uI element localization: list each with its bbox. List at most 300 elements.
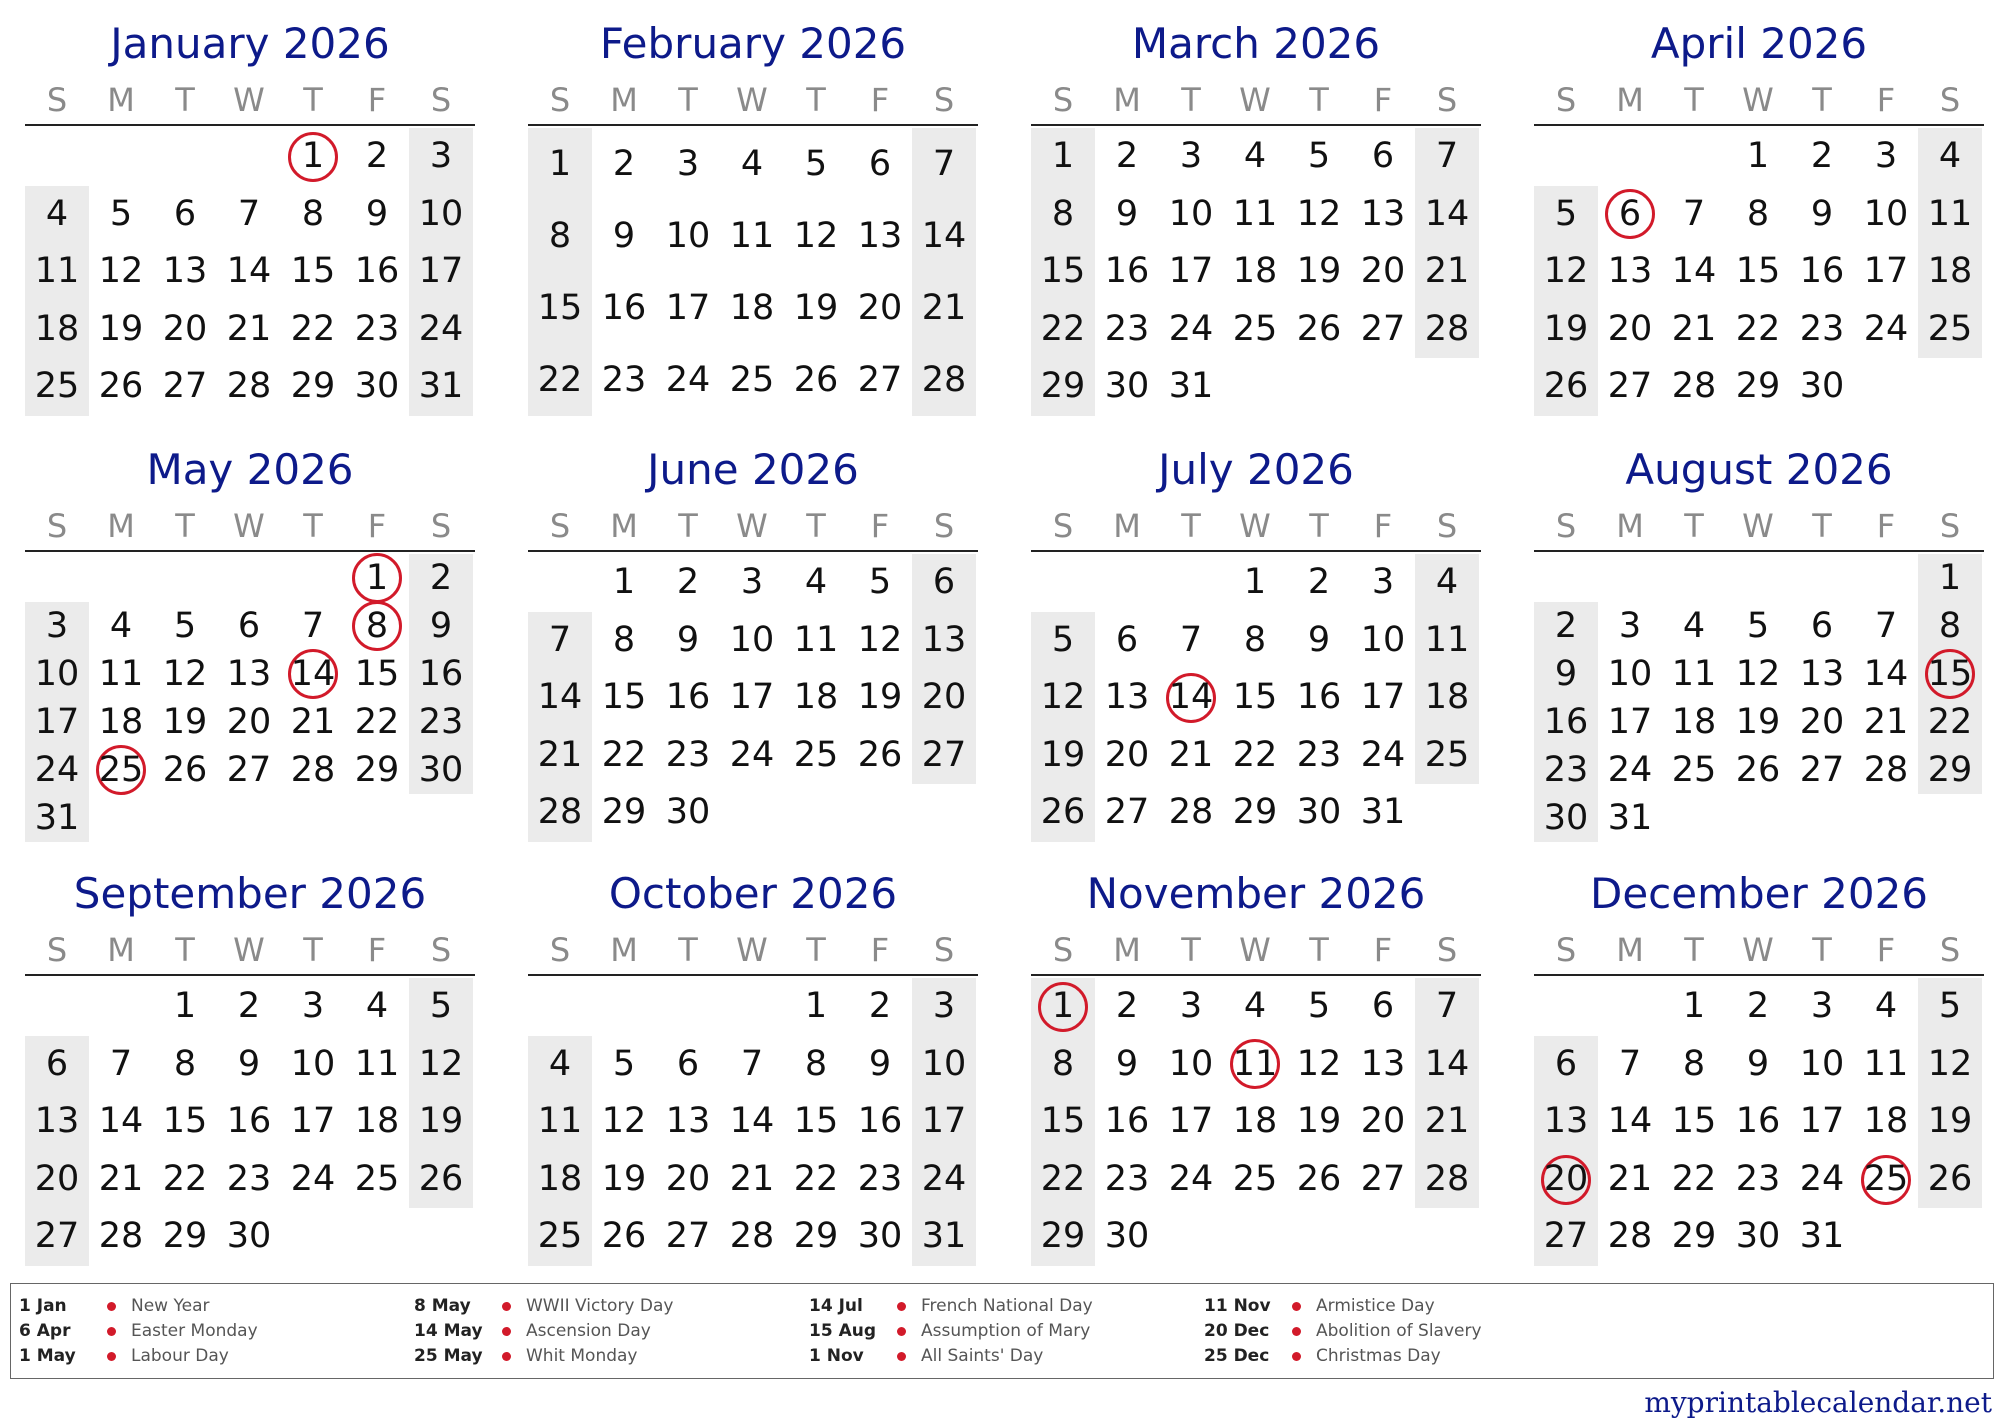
day-cell[interactable]: 23 [601, 360, 647, 400]
day-cell[interactable]: 24 [1168, 308, 1214, 349]
day-cell[interactable]: 13 [1360, 1043, 1406, 1084]
site-url[interactable]: myprintablecalendar.net [1644, 1386, 1992, 1419]
day-cell[interactable]: 8 [1682, 1043, 1706, 1084]
day-cell[interactable]: 8 [173, 1043, 197, 1084]
day-cell[interactable]: 10 [1168, 1043, 1214, 1084]
day-cell[interactable]: 17 [729, 677, 775, 718]
day-cell[interactable]: 28 [226, 366, 272, 407]
day-cell[interactable]: 23 [418, 702, 464, 742]
day-cell[interactable]: 30 [418, 750, 464, 790]
day-cell[interactable]: 14 [1863, 654, 1909, 694]
day-cell[interactable]: 27 [1104, 792, 1150, 833]
day-cell[interactable]: 21 [1424, 251, 1470, 292]
day-cell[interactable]: 21 [537, 734, 583, 775]
day-cell[interactable]: 13 [857, 216, 903, 256]
day-cell[interactable]: 15 [537, 288, 583, 328]
day-cell[interactable]: 8 [365, 606, 389, 646]
day-cell[interactable]: 26 [1040, 792, 1086, 833]
day-cell[interactable]: 18 [1232, 251, 1278, 292]
day-cell[interactable]: 20 [1360, 1101, 1406, 1142]
day-cell[interactable]: 2 [676, 562, 700, 602]
day-cell[interactable]: 21 [729, 1158, 775, 1199]
day-cell[interactable]: 29 [1735, 366, 1781, 407]
day-cell[interactable]: 23 [226, 1158, 272, 1199]
day-cell[interactable]: 30 [1543, 798, 1589, 838]
day-cell[interactable]: 26 [162, 750, 208, 790]
day-cell[interactable]: 8 [1051, 193, 1075, 234]
day-cell[interactable]: 3 [429, 136, 453, 176]
day-cell[interactable]: 7 [301, 606, 325, 646]
day-cell[interactable]: 31 [921, 1216, 967, 1257]
day-cell[interactable]: 2 [1115, 986, 1139, 1026]
day-cell[interactable]: 23 [665, 734, 711, 775]
day-cell[interactable]: 4 [1243, 986, 1267, 1026]
day-cell[interactable]: 8 [1051, 1043, 1075, 1084]
day-cell[interactable]: 23 [1104, 308, 1150, 349]
day-cell[interactable]: 16 [1104, 1101, 1150, 1142]
day-cell[interactable]: 10 [1863, 193, 1909, 234]
day-cell[interactable]: 18 [1927, 251, 1973, 292]
day-cell[interactable]: 2 [1307, 562, 1331, 602]
day-cell[interactable]: 12 [601, 1101, 647, 1142]
day-cell[interactable]: 24 [1360, 734, 1406, 775]
day-cell[interactable]: 22 [162, 1158, 208, 1199]
day-cell[interactable]: 6 [1371, 986, 1395, 1026]
day-cell[interactable]: 7 [237, 193, 261, 234]
day-cell[interactable]: 24 [729, 734, 775, 775]
day-cell[interactable]: 14 [290, 654, 336, 694]
day-cell[interactable]: 8 [612, 619, 636, 660]
day-cell[interactable]: 2 [365, 136, 389, 176]
day-cell[interactable]: 29 [1671, 1216, 1717, 1257]
day-cell[interactable]: 24 [418, 308, 464, 349]
day-cell[interactable]: 15 [1671, 1101, 1717, 1142]
day-cell[interactable]: 18 [1232, 1101, 1278, 1142]
day-cell[interactable]: 28 [98, 1216, 144, 1257]
day-cell[interactable]: 13 [1799, 654, 1845, 694]
day-cell[interactable]: 1 [1682, 986, 1706, 1026]
day-cell[interactable]: 15 [601, 677, 647, 718]
day-cell[interactable]: 22 [793, 1158, 839, 1199]
day-cell[interactable]: 7 [1435, 136, 1459, 176]
day-cell[interactable]: 10 [729, 619, 775, 660]
day-cell[interactable]: 25 [537, 1216, 583, 1257]
day-cell[interactable]: 16 [1104, 251, 1150, 292]
day-cell[interactable]: 4 [1874, 986, 1898, 1026]
day-cell[interactable]: 26 [1927, 1158, 1973, 1199]
day-cell[interactable]: 12 [1927, 1043, 1973, 1084]
day-cell[interactable]: 21 [1863, 702, 1909, 742]
day-cell[interactable]: 6 [1115, 619, 1139, 660]
day-cell[interactable]: 9 [676, 619, 700, 660]
day-cell[interactable]: 13 [1607, 251, 1653, 292]
day-cell[interactable]: 13 [1104, 677, 1150, 718]
day-cell[interactable]: 25 [729, 360, 775, 400]
day-cell[interactable]: 16 [665, 677, 711, 718]
day-cell[interactable]: 25 [1863, 1158, 1909, 1199]
day-cell[interactable]: 1 [301, 136, 325, 176]
day-cell[interactable]: 10 [1168, 193, 1214, 234]
day-cell[interactable]: 13 [921, 619, 967, 660]
day-cell[interactable]: 26 [857, 734, 903, 775]
day-cell[interactable]: 2 [1115, 136, 1139, 176]
day-cell[interactable]: 27 [1360, 1158, 1406, 1199]
day-cell[interactable]: 5 [1554, 193, 1578, 234]
day-cell[interactable]: 10 [1799, 1043, 1845, 1084]
day-cell[interactable]: 8 [548, 216, 572, 256]
day-cell[interactable]: 16 [1543, 702, 1589, 742]
day-cell[interactable]: 4 [548, 1043, 572, 1084]
day-cell[interactable]: 11 [34, 251, 80, 292]
day-cell[interactable]: 9 [237, 1043, 261, 1084]
day-cell[interactable]: 23 [857, 1158, 903, 1199]
day-cell[interactable]: 14 [921, 216, 967, 256]
day-cell[interactable]: 4 [365, 986, 389, 1026]
day-cell[interactable]: 13 [1360, 193, 1406, 234]
day-cell[interactable]: 19 [1735, 702, 1781, 742]
day-cell[interactable]: 25 [793, 734, 839, 775]
day-cell[interactable]: 10 [921, 1043, 967, 1084]
day-cell[interactable]: 18 [34, 308, 80, 349]
day-cell[interactable]: 11 [1927, 193, 1973, 234]
day-cell[interactable]: 5 [429, 986, 453, 1026]
day-cell[interactable]: 22 [354, 702, 400, 742]
day-cell[interactable]: 30 [1104, 1216, 1150, 1257]
day-cell[interactable]: 1 [1746, 136, 1770, 176]
day-cell[interactable]: 10 [418, 193, 464, 234]
day-cell[interactable]: 5 [804, 144, 828, 184]
day-cell[interactable]: 11 [537, 1101, 583, 1142]
day-cell[interactable]: 30 [665, 792, 711, 833]
day-cell[interactable]: 16 [1799, 251, 1845, 292]
day-cell[interactable]: 16 [601, 288, 647, 328]
day-cell[interactable]: 12 [1296, 193, 1342, 234]
day-cell[interactable]: 28 [1424, 308, 1470, 349]
day-cell[interactable]: 12 [1543, 251, 1589, 292]
day-cell[interactable]: 22 [601, 734, 647, 775]
day-cell[interactable]: 10 [1607, 654, 1653, 694]
day-cell[interactable]: 5 [1307, 136, 1331, 176]
day-cell[interactable]: 24 [1799, 1158, 1845, 1199]
day-cell[interactable]: 31 [1607, 798, 1653, 838]
day-cell[interactable]: 15 [793, 1101, 839, 1142]
day-cell[interactable]: 23 [1543, 750, 1589, 790]
day-cell[interactable]: 19 [1296, 251, 1342, 292]
day-cell[interactable]: 14 [1168, 677, 1214, 718]
day-cell[interactable]: 11 [1232, 193, 1278, 234]
day-cell[interactable]: 24 [1168, 1158, 1214, 1199]
day-cell[interactable]: 18 [354, 1101, 400, 1142]
day-cell[interactable]: 6 [868, 144, 892, 184]
day-cell[interactable]: 4 [1938, 136, 1962, 176]
day-cell[interactable]: 14 [1424, 1043, 1470, 1084]
day-cell[interactable]: 2 [1810, 136, 1834, 176]
day-cell[interactable]: 3 [1618, 606, 1642, 646]
day-cell[interactable]: 27 [162, 366, 208, 407]
day-cell[interactable]: 31 [418, 366, 464, 407]
day-cell[interactable]: 2 [612, 144, 636, 184]
day-cell[interactable]: 7 [1682, 193, 1706, 234]
day-cell[interactable]: 8 [804, 1043, 828, 1084]
day-cell[interactable]: 12 [98, 251, 144, 292]
day-cell[interactable]: 20 [1104, 734, 1150, 775]
day-cell[interactable]: 16 [226, 1101, 272, 1142]
day-cell[interactable]: 21 [1607, 1158, 1653, 1199]
day-cell[interactable]: 8 [1938, 606, 1962, 646]
day-cell[interactable]: 2 [237, 986, 261, 1026]
day-cell[interactable]: 13 [665, 1101, 711, 1142]
day-cell[interactable]: 30 [857, 1216, 903, 1257]
day-cell[interactable]: 13 [1543, 1101, 1589, 1142]
day-cell[interactable]: 11 [354, 1043, 400, 1084]
day-cell[interactable]: 15 [1927, 654, 1973, 694]
day-cell[interactable]: 13 [226, 654, 272, 694]
day-cell[interactable]: 29 [793, 1216, 839, 1257]
day-cell[interactable]: 27 [921, 734, 967, 775]
day-cell[interactable]: 19 [793, 288, 839, 328]
day-cell[interactable]: 25 [354, 1158, 400, 1199]
day-cell[interactable]: 12 [162, 654, 208, 694]
day-cell[interactable]: 25 [1232, 1158, 1278, 1199]
day-cell[interactable]: 25 [1232, 308, 1278, 349]
day-cell[interactable]: 23 [1799, 308, 1845, 349]
day-cell[interactable]: 25 [1424, 734, 1470, 775]
day-cell[interactable]: 24 [921, 1158, 967, 1199]
day-cell[interactable]: 19 [418, 1101, 464, 1142]
day-cell[interactable]: 11 [1671, 654, 1717, 694]
day-cell[interactable]: 29 [1232, 792, 1278, 833]
day-cell[interactable]: 5 [868, 562, 892, 602]
day-cell[interactable]: 6 [173, 193, 197, 234]
day-cell[interactable]: 21 [290, 702, 336, 742]
day-cell[interactable]: 19 [857, 677, 903, 718]
day-cell[interactable]: 7 [932, 144, 956, 184]
day-cell[interactable]: 9 [429, 606, 453, 646]
day-cell[interactable]: 20 [1543, 1158, 1589, 1199]
day-cell[interactable]: 14 [537, 677, 583, 718]
day-cell[interactable]: 17 [418, 251, 464, 292]
day-cell[interactable]: 2 [1746, 986, 1770, 1026]
day-cell[interactable]: 26 [1543, 366, 1589, 407]
day-cell[interactable]: 10 [290, 1043, 336, 1084]
day-cell[interactable]: 30 [226, 1216, 272, 1257]
day-cell[interactable]: 23 [1296, 734, 1342, 775]
day-cell[interactable]: 17 [921, 1101, 967, 1142]
day-cell[interactable]: 30 [1799, 366, 1845, 407]
day-cell[interactable]: 14 [1607, 1101, 1653, 1142]
day-cell[interactable]: 1 [612, 562, 636, 602]
day-cell[interactable]: 25 [1927, 308, 1973, 349]
day-cell[interactable]: 19 [98, 308, 144, 349]
day-cell[interactable]: 3 [1179, 986, 1203, 1026]
day-cell[interactable]: 1 [173, 986, 197, 1026]
day-cell[interactable]: 19 [1040, 734, 1086, 775]
day-cell[interactable]: 9 [1115, 1043, 1139, 1084]
day-cell[interactable]: 14 [1424, 193, 1470, 234]
day-cell[interactable]: 25 [34, 366, 80, 407]
day-cell[interactable]: 9 [1810, 193, 1834, 234]
day-cell[interactable]: 4 [804, 562, 828, 602]
day-cell[interactable]: 28 [729, 1216, 775, 1257]
day-cell[interactable]: 13 [34, 1101, 80, 1142]
day-cell[interactable]: 1 [1051, 986, 1075, 1026]
day-cell[interactable]: 18 [98, 702, 144, 742]
day-cell[interactable]: 26 [1296, 1158, 1342, 1199]
day-cell[interactable]: 17 [1360, 677, 1406, 718]
day-cell[interactable]: 25 [1671, 750, 1717, 790]
day-cell[interactable]: 21 [1671, 308, 1717, 349]
day-cell[interactable]: 29 [354, 750, 400, 790]
day-cell[interactable]: 27 [1799, 750, 1845, 790]
day-cell[interactable]: 6 [237, 606, 261, 646]
day-cell[interactable]: 30 [1104, 366, 1150, 407]
day-cell[interactable]: 20 [1799, 702, 1845, 742]
day-cell[interactable]: 17 [1168, 1101, 1214, 1142]
day-cell[interactable]: 15 [162, 1101, 208, 1142]
day-cell[interactable]: 24 [1863, 308, 1909, 349]
day-cell[interactable]: 24 [1607, 750, 1653, 790]
day-cell[interactable]: 26 [601, 1216, 647, 1257]
day-cell[interactable]: 15 [1735, 251, 1781, 292]
day-cell[interactable]: 4 [1243, 136, 1267, 176]
day-cell[interactable]: 7 [1618, 1043, 1642, 1084]
day-cell[interactable]: 28 [1607, 1216, 1653, 1257]
day-cell[interactable]: 6 [45, 1043, 69, 1084]
day-cell[interactable]: 16 [354, 251, 400, 292]
day-cell[interactable]: 27 [1543, 1216, 1589, 1257]
day-cell[interactable]: 20 [857, 288, 903, 328]
day-cell[interactable]: 18 [1671, 702, 1717, 742]
day-cell[interactable]: 20 [162, 308, 208, 349]
day-cell[interactable]: 9 [868, 1043, 892, 1084]
day-cell[interactable]: 3 [932, 986, 956, 1026]
day-cell[interactable]: 3 [1810, 986, 1834, 1026]
day-cell[interactable]: 17 [1799, 1101, 1845, 1142]
day-cell[interactable]: 12 [1296, 1043, 1342, 1084]
day-cell[interactable]: 18 [1424, 677, 1470, 718]
day-cell[interactable]: 29 [1040, 366, 1086, 407]
day-cell[interactable]: 15 [354, 654, 400, 694]
day-cell[interactable]: 22 [290, 308, 336, 349]
day-cell[interactable]: 11 [1863, 1043, 1909, 1084]
day-cell[interactable]: 2 [1554, 606, 1578, 646]
day-cell[interactable]: 27 [226, 750, 272, 790]
day-cell[interactable]: 28 [1671, 366, 1717, 407]
day-cell[interactable]: 18 [793, 677, 839, 718]
day-cell[interactable]: 20 [665, 1158, 711, 1199]
day-cell[interactable]: 21 [921, 288, 967, 328]
day-cell[interactable]: 23 [1104, 1158, 1150, 1199]
day-cell[interactable]: 6 [1554, 1043, 1578, 1084]
day-cell[interactable]: 11 [793, 619, 839, 660]
day-cell[interactable]: 22 [1671, 1158, 1717, 1199]
day-cell[interactable]: 22 [1927, 702, 1973, 742]
day-cell[interactable]: 17 [1168, 251, 1214, 292]
day-cell[interactable]: 22 [1040, 1158, 1086, 1199]
day-cell[interactable]: 21 [1168, 734, 1214, 775]
day-cell[interactable]: 28 [1424, 1158, 1470, 1199]
day-cell[interactable]: 17 [34, 702, 80, 742]
day-cell[interactable]: 3 [740, 562, 764, 602]
day-cell[interactable]: 19 [1296, 1101, 1342, 1142]
day-cell[interactable]: 27 [34, 1216, 80, 1257]
day-cell[interactable]: 11 [1232, 1043, 1278, 1084]
day-cell[interactable]: 12 [1735, 654, 1781, 694]
day-cell[interactable]: 11 [729, 216, 775, 256]
day-cell[interactable]: 24 [665, 360, 711, 400]
day-cell[interactable]: 14 [1671, 251, 1717, 292]
day-cell[interactable]: 3 [1179, 136, 1203, 176]
day-cell[interactable]: 22 [1040, 308, 1086, 349]
day-cell[interactable]: 17 [290, 1101, 336, 1142]
day-cell[interactable]: 1 [1051, 136, 1075, 176]
day-cell[interactable]: 21 [1424, 1101, 1470, 1142]
day-cell[interactable]: 28 [1863, 750, 1909, 790]
day-cell[interactable]: 5 [1746, 606, 1770, 646]
day-cell[interactable]: 10 [34, 654, 80, 694]
day-cell[interactable]: 26 [418, 1158, 464, 1199]
day-cell[interactable]: 21 [98, 1158, 144, 1199]
day-cell[interactable]: 15 [1040, 1101, 1086, 1142]
day-cell[interactable]: 7 [1874, 606, 1898, 646]
day-cell[interactable]: 31 [1360, 792, 1406, 833]
day-cell[interactable]: 6 [1371, 136, 1395, 176]
day-cell[interactable]: 12 [1040, 677, 1086, 718]
day-cell[interactable]: 6 [676, 1043, 700, 1084]
day-cell[interactable]: 17 [1863, 251, 1909, 292]
day-cell[interactable]: 9 [365, 193, 389, 234]
day-cell[interactable]: 22 [1232, 734, 1278, 775]
day-cell[interactable]: 26 [98, 366, 144, 407]
day-cell[interactable]: 4 [1682, 606, 1706, 646]
day-cell[interactable]: 3 [301, 986, 325, 1026]
day-cell[interactable]: 31 [34, 798, 80, 838]
day-cell[interactable]: 23 [1735, 1158, 1781, 1199]
day-cell[interactable]: 1 [365, 558, 389, 598]
day-cell[interactable]: 1 [1938, 558, 1962, 598]
day-cell[interactable]: 27 [1360, 308, 1406, 349]
day-cell[interactable]: 16 [857, 1101, 903, 1142]
day-cell[interactable]: 28 [1168, 792, 1214, 833]
day-cell[interactable]: 4 [45, 193, 69, 234]
day-cell[interactable]: 27 [1607, 366, 1653, 407]
day-cell[interactable]: 3 [1874, 136, 1898, 176]
day-cell[interactable]: 26 [1296, 308, 1342, 349]
day-cell[interactable]: 1 [1243, 562, 1267, 602]
day-cell[interactable]: 27 [665, 1216, 711, 1257]
day-cell[interactable]: 18 [537, 1158, 583, 1199]
day-cell[interactable]: 1 [548, 144, 572, 184]
day-cell[interactable]: 24 [34, 750, 80, 790]
day-cell[interactable]: 19 [1543, 308, 1589, 349]
day-cell[interactable]: 11 [1424, 619, 1470, 660]
day-cell[interactable]: 5 [612, 1043, 636, 1084]
day-cell[interactable]: 20 [921, 677, 967, 718]
day-cell[interactable]: 7 [1179, 619, 1203, 660]
day-cell[interactable]: 20 [34, 1158, 80, 1199]
day-cell[interactable]: 5 [109, 193, 133, 234]
day-cell[interactable]: 4 [109, 606, 133, 646]
day-cell[interactable]: 16 [1735, 1101, 1781, 1142]
day-cell[interactable]: 7 [740, 1043, 764, 1084]
day-cell[interactable]: 29 [1040, 1216, 1086, 1257]
day-cell[interactable]: 7 [1435, 986, 1459, 1026]
day-cell[interactable]: 18 [729, 288, 775, 328]
day-cell[interactable]: 20 [1360, 251, 1406, 292]
day-cell[interactable]: 14 [98, 1101, 144, 1142]
day-cell[interactable]: 19 [601, 1158, 647, 1199]
day-cell[interactable]: 21 [226, 308, 272, 349]
